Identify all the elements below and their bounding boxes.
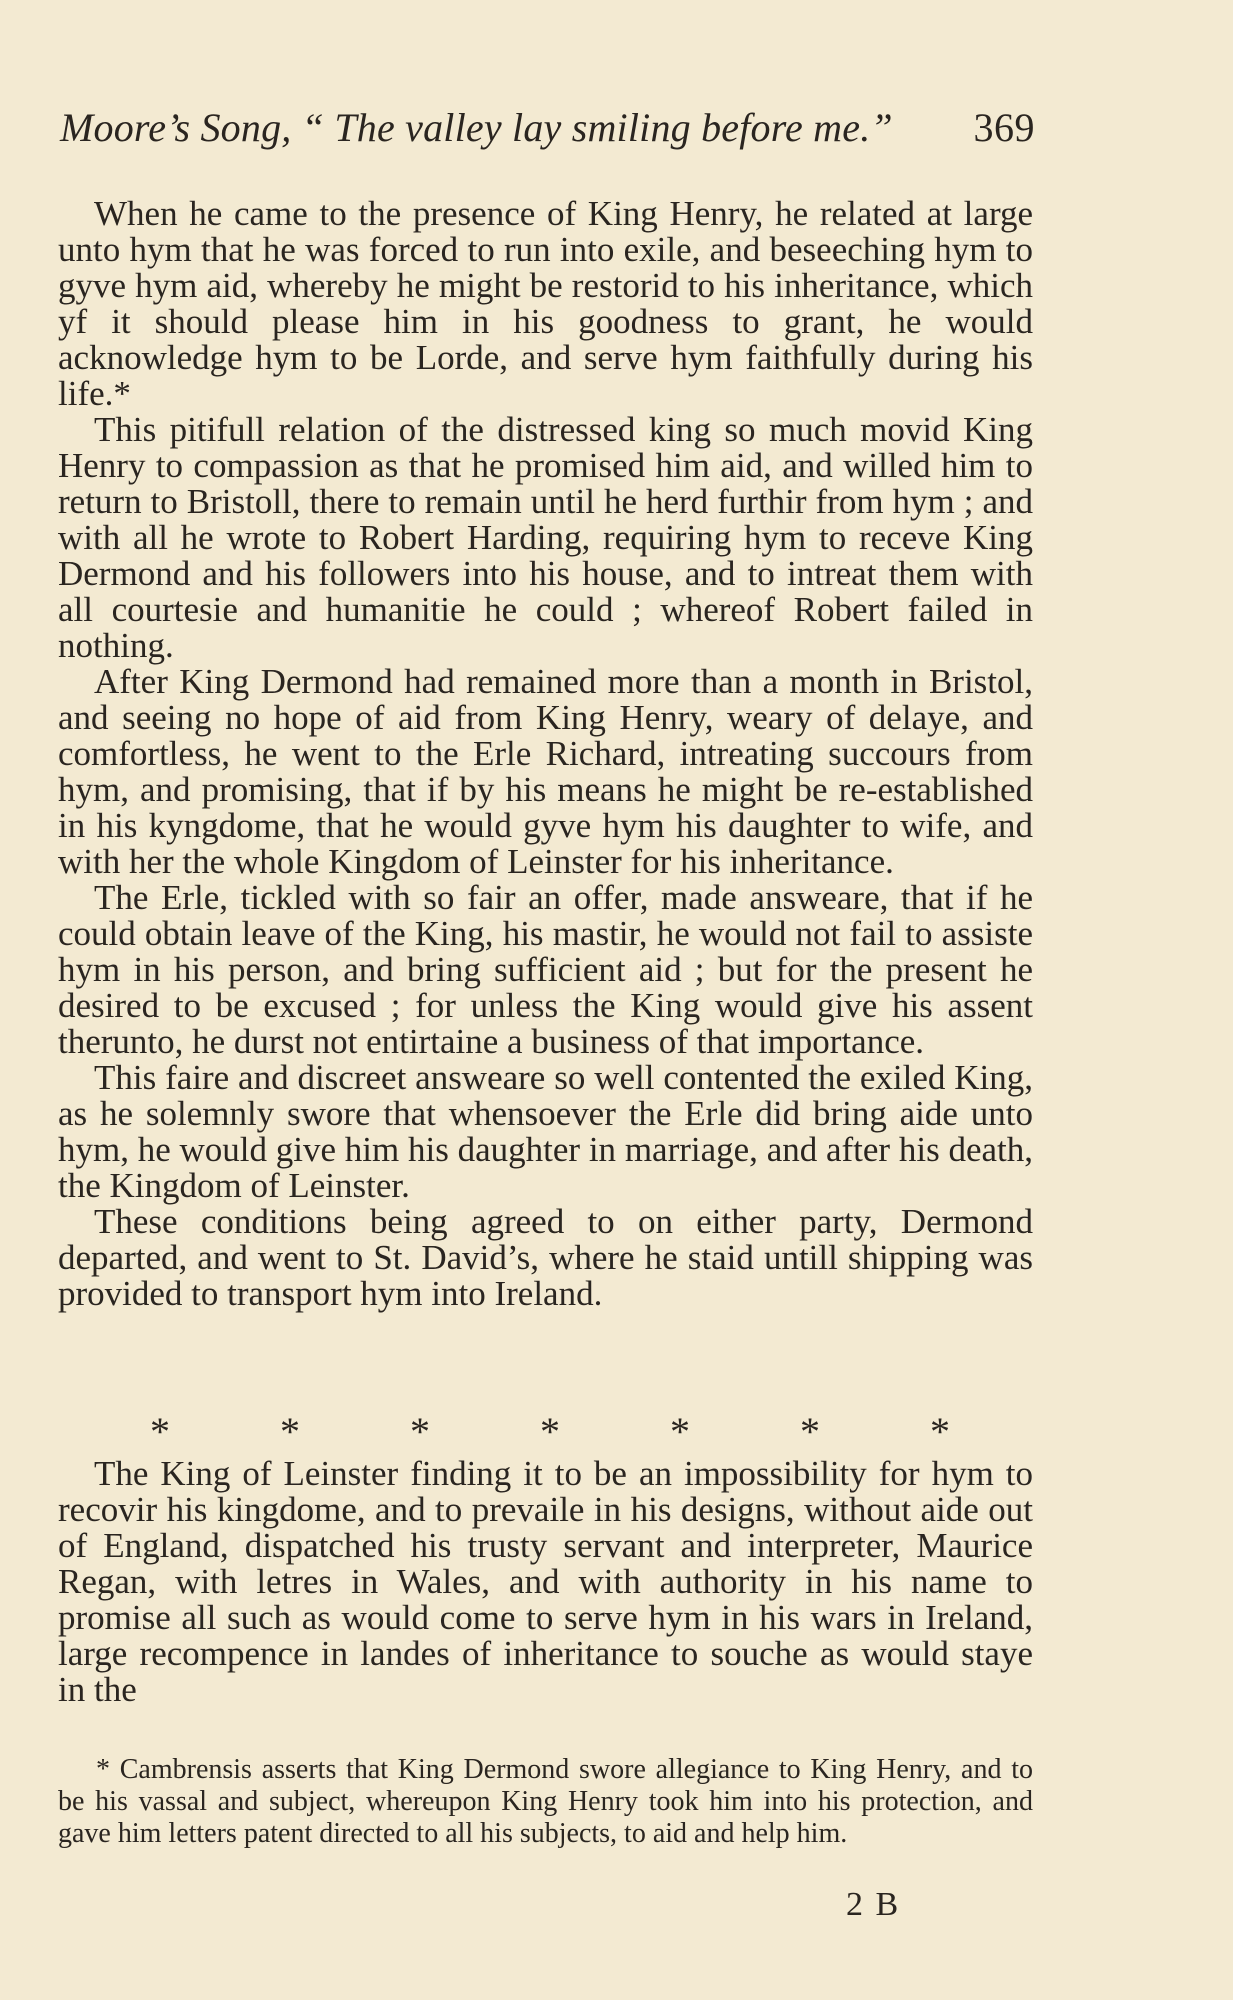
body-text-after-break — [58, 1456, 1033, 1708]
paragraph-3: After King Dermond had remained more than a month in Bristol, and seeing no hope of aid from King Henry, weary of delaye, and comfortless, he went to the Erle Richard, intreating succours from hym, and promising, that if by his means he might be re-established in his kyngdome, that he would gyve hym his daughter to wife, and with her the whole Kingdom of Leinster for his inheritance. — [58, 662, 1033, 881]
asterisk: * — [280, 1409, 300, 1454]
body-text — [58, 196, 1033, 1312]
paragraph-7: The King of Leinster finding it to be an impossibility for hym to recovir his kingdome, and to prevaile in his designs, without aide out of England, dispatched his trusty servant and interpreter, Maurice Regan, with letres in Wales, and with authority in his name to promise all such as would come to serve hym in his wars in Ireland, large recompence in landes of inheritance to souche as would staye in the — [58, 1454, 1033, 1709]
asterisk: * — [150, 1409, 170, 1454]
asterisk: * — [800, 1409, 820, 1454]
page-number: 369 — [973, 105, 1035, 150]
signature-mark: 2 B — [846, 1886, 901, 1923]
footnote: * Cambrensis asserts that King Dermond swore allegiance to King Henry, and to be his vassal and subject, whereupon King Henry took him into his protection, and gave him letters patent directed to all his subjects, to aid and help him. — [58, 1754, 1033, 1849]
paragraph-2: This pitifull relation of the distressed king so much movid King Henry to compassion as that he promised him aid, and willed him to return to Bristoll, there to remain until he herd furthir from hym ; and with all he wrote to Robert Harding, requiring hym to receve King Dermond and his followers into his house, and to intreat them with all courtesie and humanitie he could ; whereof Robert failed in nothing. — [58, 410, 1033, 665]
running-title: Moore’s Song, “ The valley lay smiling before me.” — [60, 105, 893, 150]
running-head — [60, 105, 1035, 164]
paragraph-4: The Erle, tickled with so fair an offer, made answeare, that if he could obtain leave of the King, his mastir, he would not fail to assiste hym in his person, and bring sufficient aid ; but for the present he desired to be excused ; for unless the King would give his assent therunto, he durst not entirtaine a business of that importance. — [58, 878, 1033, 1061]
paragraph-5: This faire and discreet answeare so well contented the exiled King, as he solemnly swore that whensoever the Erle did bring aide unto hym, he would give him his daughter in marriage, and after his death, the Kingdom of Leinster. — [58, 1058, 1033, 1205]
paragraph-1: When he came to the presence of King Henry, he related at large unto hym that he was forced to run into exile, and beseeching hym to gyve hym aid, whereby he might be restorid to his inheritance, which yf it should please him in his goodness to grant, he would acknowledge hym to be Lorde, and serve hym faithfully during his life.* — [58, 194, 1033, 413]
asterisk: * — [930, 1409, 950, 1454]
paragraph-6: These conditions being agreed to on either party, Dermond departed, and went to St. David’s, where he staid untill shipping was provided to transport hym into Ireland. — [58, 1202, 1033, 1313]
asterisk: * — [540, 1409, 560, 1454]
section-break-asterisks — [150, 1409, 950, 1454]
asterisk: * — [410, 1409, 430, 1454]
asterisk: * — [670, 1409, 690, 1454]
